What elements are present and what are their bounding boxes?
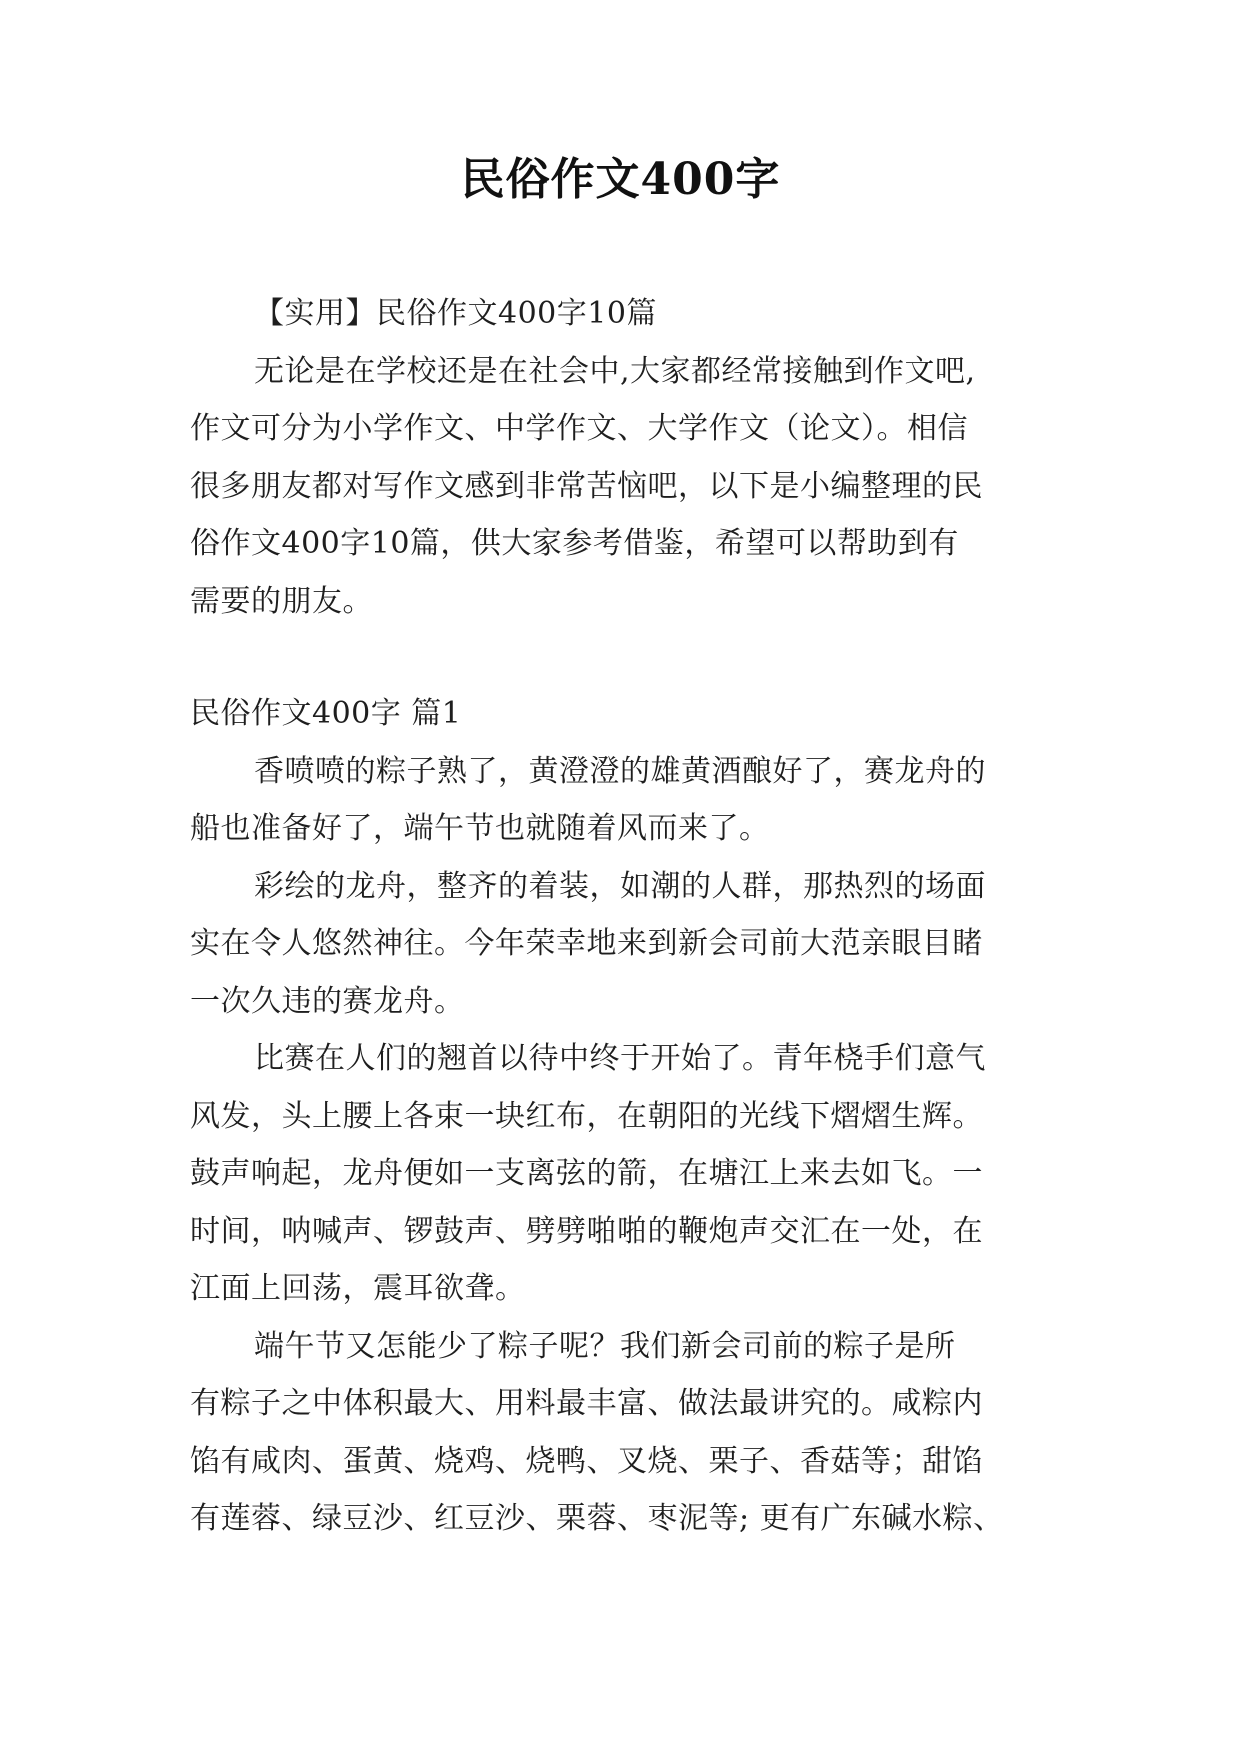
paragraph-line: 一次久违的赛龙舟。 [190,983,465,1019]
intro-heading: 【实用】民俗作文400字10篇 [254,296,657,331]
intro-line: 很多朋友都对写作文感到非常苦恼吧，以下是小编整理的民 [190,468,983,504]
paragraph-line: 时间，呐喊声、锣鼓声、劈劈啪啪的鞭炮声交汇在一处，在 [190,1213,983,1249]
paragraph-line: 有粽子之中体积最大、用料最丰富、做法最讲究的。咸粽内 [190,1386,983,1421]
paragraph-line: 彩绘的龙舟，整齐的着装，如潮的人群，那热烈的场面 [254,868,986,904]
intro-line: 作文可分为小学作文、中学作文、大学作文（论文）。相信 [190,411,968,446]
paragraph-line: 实在令人悠然神往。今年荣幸地来到新会司前大范亲眼目睹 [190,926,983,961]
paragraph-line: 端午节又怎能少了粽子呢？我们新会司前的粽子是所 [254,1328,956,1364]
intro-line: 俗作文400字10篇，供大家参考借鉴，希望可以帮助到有 [190,526,959,561]
intro-line: 需要的朋友。 [190,583,373,619]
document-body [190,285,1060,1548]
paragraph-line: 船也准备好了，端午节也就随着风而来了。 [190,811,770,846]
paragraph-line: 馅有咸肉、蛋黄、烧鸡、烧鸭、叉烧、栗子、香菇等；甜馅 [190,1443,983,1479]
paragraph-line: 香喷喷的粽子熟了，黄澄澄的雄黄酒酿好了，赛龙舟的 [254,753,986,789]
paragraph-line: 风发，头上腰上各束一块红布，在朝阳的光线下熠熠生辉。 [190,1098,983,1134]
section-spacer [190,630,1060,685]
section-heading: 民俗作文400字 篇1 [190,696,462,731]
paragraph-line: 江面上回荡，震耳欲聋。 [190,1271,526,1306]
paragraph-line: 比赛在人们的翘首以待中终于开始了。青年桡手们意气 [254,1041,986,1076]
paragraph-line: 有莲蓉、绿豆沙、红豆沙、栗蓉、枣泥等; 更有广东碱水粽、 [190,1501,1004,1536]
paragraph-line: 鼓声响起，龙舟便如一支离弦的箭，在塘江上来去如飞。一 [190,1156,983,1191]
document-title: 民俗作文400字 [460,154,781,205]
intro-line: 无论是在学校还是在社会中,大家都经常接触到作文吧, [254,353,976,389]
